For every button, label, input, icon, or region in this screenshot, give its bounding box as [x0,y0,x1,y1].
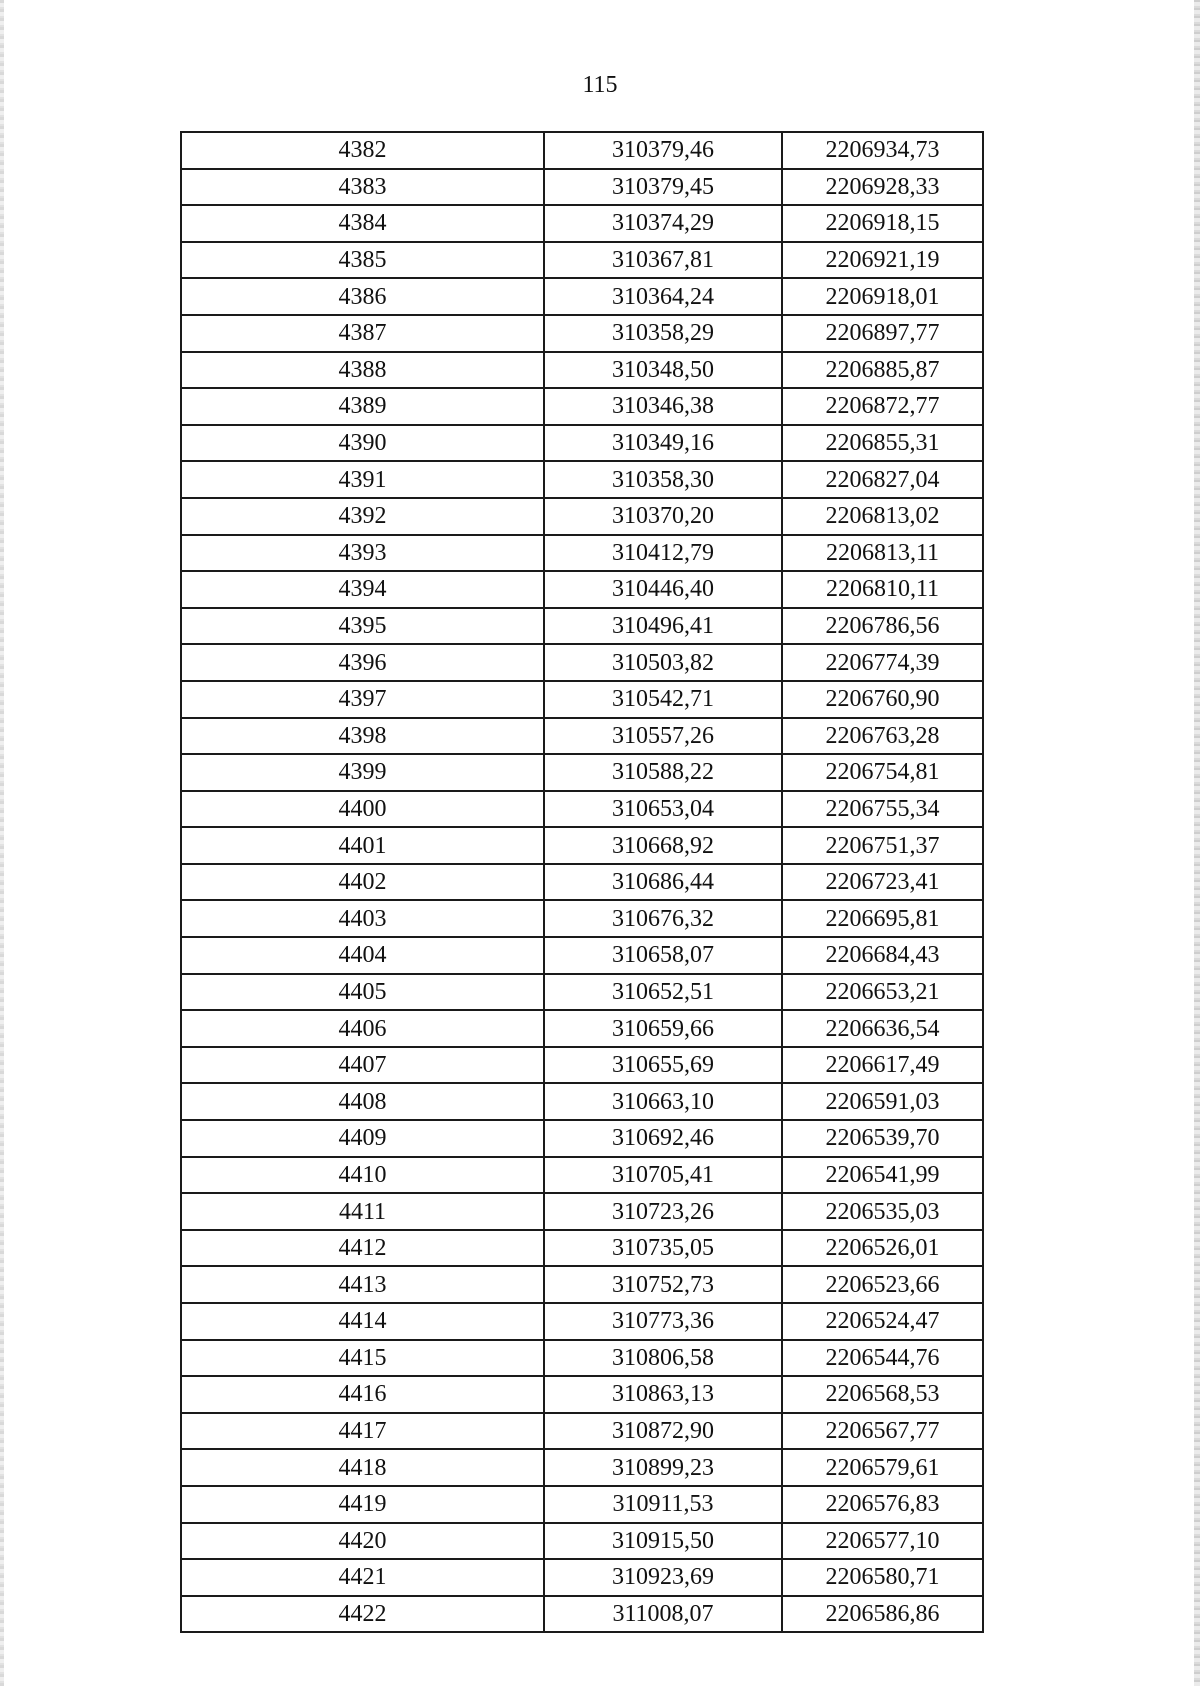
x-coordinate-cell: 310503,82 [544,644,782,681]
point-number-cell: 4416 [181,1376,544,1413]
y-coordinate-cell: 2206760,90 [782,681,983,718]
x-coordinate-cell: 310655,69 [544,1047,782,1084]
x-coordinate-cell: 310735,05 [544,1230,782,1267]
point-number-cell: 4397 [181,681,544,718]
point-number-cell: 4418 [181,1449,544,1486]
x-coordinate-cell: 310668,92 [544,827,782,864]
y-coordinate-cell: 2206580,71 [782,1559,983,1596]
table-row [181,242,983,279]
table-row [181,388,983,425]
y-coordinate-cell: 2206813,11 [782,535,983,572]
x-coordinate-cell: 310374,29 [544,205,782,242]
x-coordinate-cell: 310348,50 [544,352,782,389]
point-number-cell: 4396 [181,644,544,681]
x-coordinate-cell: 310370,20 [544,498,782,535]
table-row [181,352,983,389]
y-coordinate-cell: 2206786,56 [782,608,983,645]
y-coordinate-cell: 2206774,39 [782,644,983,681]
table-row [181,132,983,169]
y-coordinate-cell: 2206567,77 [782,1413,983,1450]
y-coordinate-cell: 2206586,86 [782,1596,983,1633]
x-coordinate-cell: 310923,69 [544,1559,782,1596]
x-coordinate-cell: 310658,07 [544,937,782,974]
x-coordinate-cell: 310723,26 [544,1193,782,1230]
y-coordinate-cell: 2206576,83 [782,1486,983,1523]
y-coordinate-cell: 2206541,99 [782,1157,983,1194]
point-number-cell: 4413 [181,1266,544,1303]
y-coordinate-cell: 2206813,02 [782,498,983,535]
y-coordinate-cell: 2206535,03 [782,1193,983,1230]
y-coordinate-cell: 2206885,87 [782,352,983,389]
y-coordinate-cell: 2206591,03 [782,1083,983,1120]
table-row [181,1266,983,1303]
point-number-cell: 4383 [181,169,544,206]
point-number-cell: 4412 [181,1230,544,1267]
point-number-cell: 4382 [181,132,544,169]
x-coordinate-cell: 310773,36 [544,1303,782,1340]
point-number-cell: 4388 [181,352,544,389]
point-number-cell: 4422 [181,1596,544,1633]
table-row [181,425,983,462]
point-number-cell: 4410 [181,1157,544,1194]
x-coordinate-cell: 310446,40 [544,571,782,608]
table-row [181,754,983,791]
y-coordinate-cell: 2206921,19 [782,242,983,279]
table-row [181,169,983,206]
x-coordinate-cell: 310358,30 [544,461,782,498]
y-coordinate-cell: 2206918,01 [782,278,983,315]
y-coordinate-cell: 2206526,01 [782,1230,983,1267]
x-coordinate-cell: 311008,07 [544,1596,782,1633]
y-coordinate-cell: 2206568,53 [782,1376,983,1413]
x-coordinate-cell: 310752,73 [544,1266,782,1303]
x-coordinate-cell: 310676,32 [544,900,782,937]
x-coordinate-cell: 310367,81 [544,242,782,279]
point-number-cell: 4403 [181,900,544,937]
point-number-cell: 4408 [181,1083,544,1120]
y-coordinate-cell: 2206934,73 [782,132,983,169]
point-number-cell: 4384 [181,205,544,242]
point-number-cell: 4406 [181,1010,544,1047]
table-row [181,718,983,755]
table-row [181,1413,983,1450]
y-coordinate-cell: 2206695,81 [782,900,983,937]
table-row [181,864,983,901]
x-coordinate-cell: 310915,50 [544,1523,782,1560]
y-coordinate-cell: 2206897,77 [782,315,983,352]
point-number-cell: 4386 [181,278,544,315]
x-coordinate-cell: 310863,13 [544,1376,782,1413]
table-row [181,571,983,608]
y-coordinate-cell: 2206523,66 [782,1266,983,1303]
x-coordinate-cell: 310663,10 [544,1083,782,1120]
coordinates-table-body [181,132,983,1632]
point-number-cell: 4409 [181,1120,544,1157]
y-coordinate-cell: 2206918,15 [782,205,983,242]
table-row [181,1340,983,1377]
table-row [181,1120,983,1157]
table-row [181,1083,983,1120]
y-coordinate-cell: 2206636,54 [782,1010,983,1047]
table-row [181,1596,983,1633]
table-row [181,278,983,315]
point-number-cell: 4407 [181,1047,544,1084]
y-coordinate-cell: 2206755,34 [782,791,983,828]
table-row [181,827,983,864]
x-coordinate-cell: 310899,23 [544,1449,782,1486]
y-coordinate-cell: 2206855,31 [782,425,983,462]
point-number-cell: 4385 [181,242,544,279]
y-coordinate-cell: 2206617,49 [782,1047,983,1084]
x-coordinate-cell: 310557,26 [544,718,782,755]
point-number-cell: 4417 [181,1413,544,1450]
x-coordinate-cell: 310364,24 [544,278,782,315]
x-coordinate-cell: 310349,16 [544,425,782,462]
point-number-cell: 4387 [181,315,544,352]
x-coordinate-cell: 310872,90 [544,1413,782,1450]
y-coordinate-cell: 2206524,47 [782,1303,983,1340]
y-coordinate-cell: 2206928,33 [782,169,983,206]
x-coordinate-cell: 310653,04 [544,791,782,828]
point-number-cell: 4389 [181,388,544,425]
y-coordinate-cell: 2206577,10 [782,1523,983,1560]
x-coordinate-cell: 310358,29 [544,315,782,352]
x-coordinate-cell: 310542,71 [544,681,782,718]
point-number-cell: 4391 [181,461,544,498]
table-row [181,791,983,828]
table-row [181,1376,983,1413]
x-coordinate-cell: 310705,41 [544,1157,782,1194]
point-number-cell: 4401 [181,827,544,864]
table-row [181,644,983,681]
point-number-cell: 4404 [181,937,544,974]
point-number-cell: 4392 [181,498,544,535]
table-row [181,937,983,974]
point-number-cell: 4398 [181,718,544,755]
table-row [181,498,983,535]
table-row [181,1449,983,1486]
x-coordinate-cell: 310379,46 [544,132,782,169]
point-number-cell: 4390 [181,425,544,462]
y-coordinate-cell: 2206872,77 [782,388,983,425]
table-row [181,205,983,242]
x-coordinate-cell: 310911,53 [544,1486,782,1523]
point-number-cell: 4420 [181,1523,544,1560]
point-number-cell: 4395 [181,608,544,645]
table-row [181,1486,983,1523]
table-row [181,1047,983,1084]
x-coordinate-cell: 310412,79 [544,535,782,572]
page-number: 115 [582,72,618,98]
coordinates-table [180,131,984,1633]
table-row [181,900,983,937]
x-coordinate-cell: 310806,58 [544,1340,782,1377]
point-number-cell: 4415 [181,1340,544,1377]
table-row [181,1303,983,1340]
point-number-cell: 4405 [181,974,544,1011]
table-row [181,315,983,352]
y-coordinate-cell: 2206544,76 [782,1340,983,1377]
y-coordinate-cell: 2206827,04 [782,461,983,498]
point-number-cell: 4402 [181,864,544,901]
x-coordinate-cell: 310346,38 [544,388,782,425]
table-row [181,1230,983,1267]
table-row [181,1523,983,1560]
table-row [181,608,983,645]
table-row [181,1193,983,1230]
y-coordinate-cell: 2206579,61 [782,1449,983,1486]
table-row [181,1157,983,1194]
scan-edge-left [0,0,4,1686]
x-coordinate-cell: 310686,44 [544,864,782,901]
y-coordinate-cell: 2206754,81 [782,754,983,791]
point-number-cell: 4394 [181,571,544,608]
point-number-cell: 4421 [181,1559,544,1596]
y-coordinate-cell: 2206810,11 [782,571,983,608]
y-coordinate-cell: 2206751,37 [782,827,983,864]
y-coordinate-cell: 2206653,21 [782,974,983,1011]
point-number-cell: 4399 [181,754,544,791]
table-row [181,535,983,572]
point-number-cell: 4414 [181,1303,544,1340]
y-coordinate-cell: 2206723,41 [782,864,983,901]
point-number-cell: 4411 [181,1193,544,1230]
x-coordinate-cell: 310652,51 [544,974,782,1011]
y-coordinate-cell: 2206684,43 [782,937,983,974]
point-number-cell: 4400 [181,791,544,828]
x-coordinate-cell: 310379,45 [544,169,782,206]
x-coordinate-cell: 310496,41 [544,608,782,645]
y-coordinate-cell: 2206539,70 [782,1120,983,1157]
table-row [181,1559,983,1596]
table-row [181,681,983,718]
scan-edge-right [1194,0,1200,1686]
y-coordinate-cell: 2206763,28 [782,718,983,755]
point-number-cell: 4393 [181,535,544,572]
x-coordinate-cell: 310659,66 [544,1010,782,1047]
table-row [181,461,983,498]
x-coordinate-cell: 310692,46 [544,1120,782,1157]
table-row [181,974,983,1011]
x-coordinate-cell: 310588,22 [544,754,782,791]
table-row [181,1010,983,1047]
point-number-cell: 4419 [181,1486,544,1523]
